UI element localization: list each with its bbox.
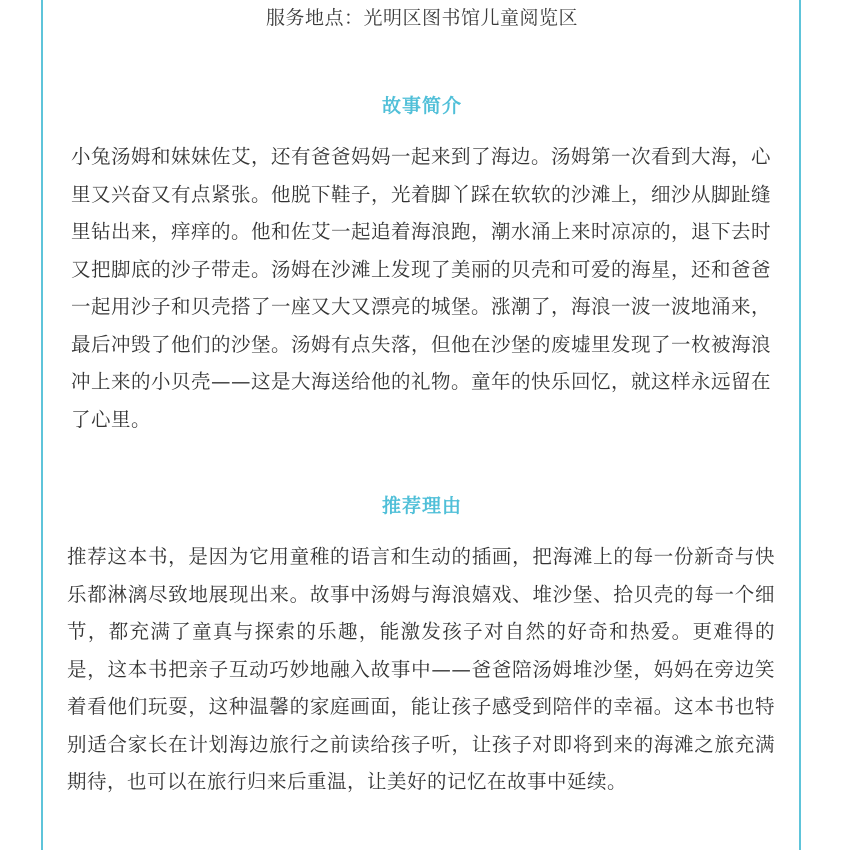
story-summary-text: 小兔汤姆和妹妹佐艾，还有爸爸妈妈一起来到了海边。汤姆第一次看到大海，心里又兴奋又有点紧张。他脱下鞋子，光着脚丫踩在软软的沙滩上，细沙从脚趾缝里钻出来，痒痒的。他和佐艾一起追着海浪跑，潮水涌上来时凉凉的，退下去时又把脚底的沙子带走。汤姆在沙滩上发现了美丽的贝壳和可爱的海星，还和爸爸一起用沙子和贝壳搭了一座又大又漂亮的城堡。涨潮了，海浪一波一波地涌来，最后冲毁了他们的沙堡。汤姆有点失落，但他在沙堡的废墟里发现了一枚被海浪冲上来的小贝壳——这是大海送给他的礼物。童年的快乐回忆，就这样永远留在了心里。 [71,145,772,431]
service-location: 服务地点：光明区图书馆儿童阅览区 [265,7,578,29]
recommendation-text: 推荐这本书，是因为它用童稚的语言和生动的插画，把海滩上的每一份新奇与快乐都淋漓尽致地展现出来。故事中汤姆与海浪嬉戏、堆沙堡、拾贝壳的每一个细节，都充满了童真与探索的乐趣，能激发孩子对自然的好奇和热爱。更难得的是，这本书把亲子互动巧妙地融入故事中——爸爸陪汤姆堆沙堡，妈妈在旁边笑着看他们玩耍，这种温馨的家庭画面，能让孩子感受到陪伴的幸福。这本书也特别适合家长在计划海边旅行之前读给孩子听，让孩子对即将到来的海滩之旅充满期待，也可以在旅行归来后重温，让美好的记忆在故事中延续。 [67,545,775,793]
section-title-story-summary: 故事简介 [381,95,462,117]
section-title-recommendation: 推荐理由 [381,495,462,517]
